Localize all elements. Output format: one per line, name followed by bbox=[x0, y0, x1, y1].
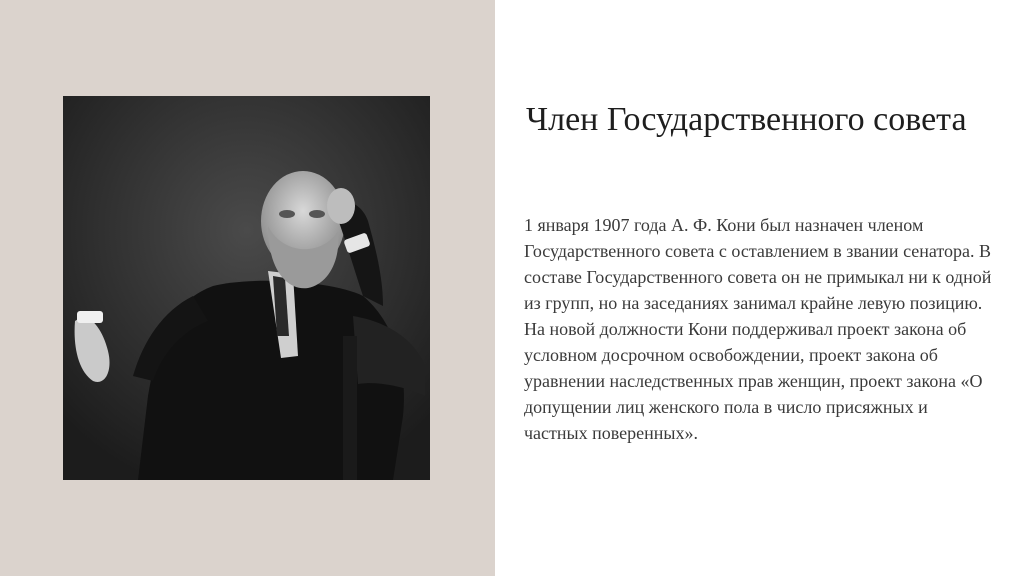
left-panel bbox=[0, 0, 495, 576]
slide-title: Член Государственного совета bbox=[526, 101, 967, 138]
portrait-photo bbox=[63, 96, 430, 480]
portrait-illustration bbox=[63, 96, 430, 480]
slide-body-text: 1 января 1907 года А. Ф. Кони был назначен членом Государственного совета с оставлением в звании сенатора. В составе Государственного совета он не примыкал ни к одной из групп, но на заседаниях занимал крайне левую позицию. На новой должности Кони поддерживал проект закона об условном досрочном освобождении, проект закона об уравнении наследственных прав женщин, проект закона «О допущении лиц женского пола в число присяжных и частных поверенных». bbox=[524, 215, 992, 443]
